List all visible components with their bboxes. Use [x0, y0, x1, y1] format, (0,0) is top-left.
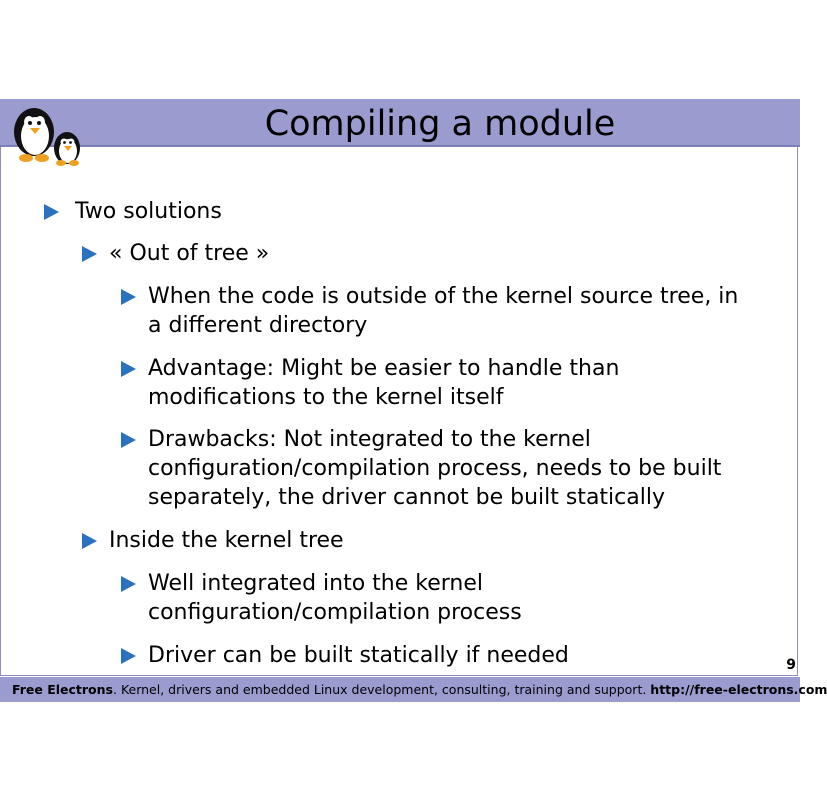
footer-tagline: . Kernel, drivers and embedded Linux development, consulting, training and support. — [113, 682, 651, 697]
bullet-two-solutions — [75, 197, 755, 226]
bullet-text: Inside the kernel tree — [109, 528, 344, 553]
footer-bar — [0, 677, 827, 702]
triangle-bullet-icon — [82, 533, 97, 549]
bullet-inside-kernel-tree — [109, 526, 759, 555]
footer-brand: Free Electrons — [12, 682, 113, 697]
bullet-text: Driver can be built statically if needed — [148, 643, 569, 668]
slide-title: Compiling a module — [264, 104, 616, 144]
bullet-text: Two solutions — [75, 199, 222, 224]
triangle-bullet-icon — [121, 648, 136, 664]
triangle-bullet-icon — [121, 361, 136, 377]
bullet-well-integrated — [148, 569, 758, 627]
triangle-bullet-icon — [121, 576, 136, 592]
triangle-bullet-icon — [44, 204, 59, 220]
triangle-bullet-icon — [121, 289, 136, 305]
footer-url-link[interactable]: http://free-electrons.com — [650, 682, 827, 697]
bullet-text: Drawbacks: Not integrated to the kernel configuration/compilation process, needs to be built separately, the driver cannot be built statically — [148, 427, 722, 510]
triangle-bullet-icon — [121, 432, 136, 448]
bullet-advantage — [148, 354, 758, 412]
bullet-out-of-tree — [109, 239, 759, 268]
bullet-outside-source-tree — [148, 282, 758, 340]
bullet-text: « Out of tree » — [109, 241, 270, 266]
bullet-driver-static — [148, 641, 758, 670]
bullet-drawbacks — [148, 425, 748, 512]
bullet-text: Well integrated into the kernel configuration/compilation process — [148, 571, 522, 625]
bullet-text: When the code is outside of the kernel source tree, in a different directory — [148, 284, 739, 338]
bullet-text: Advantage: Might be easier to handle than modifications to the kernel itself — [148, 356, 620, 410]
page-number: 9 — [786, 657, 796, 673]
triangle-bullet-icon — [82, 246, 97, 262]
